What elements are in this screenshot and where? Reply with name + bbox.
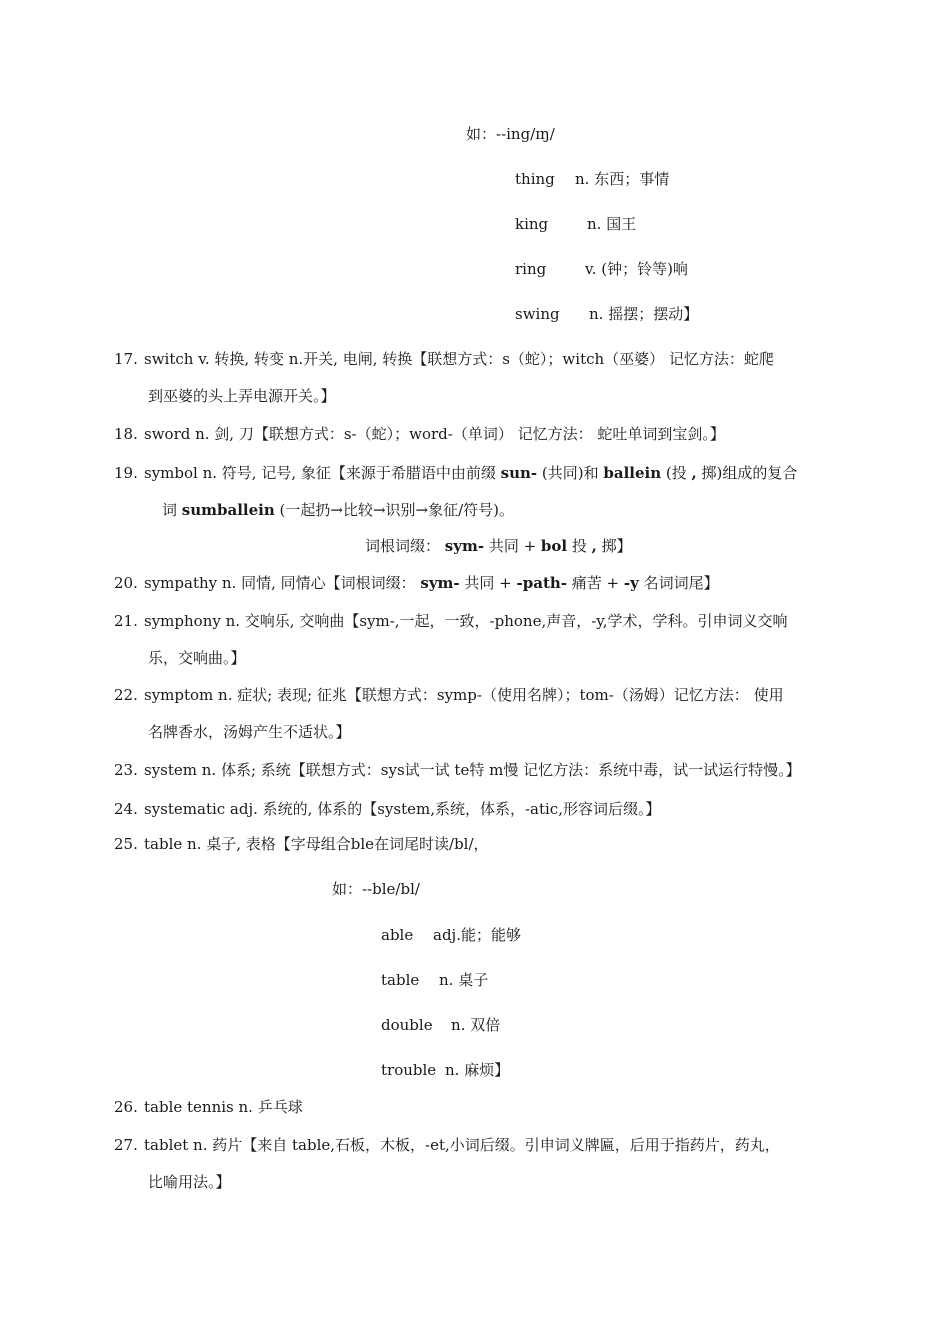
entry-19-continuation: [162, 500, 514, 520]
entry-20: [114, 573, 719, 593]
ble-intro: 如：--ble/bl/: [332, 880, 420, 898]
example-meaning: n. 双倍: [451, 1016, 501, 1034]
example-meaning: n. 国王: [587, 215, 637, 233]
example-word: trouble: [381, 1061, 437, 1079]
suffix-term: -y: [623, 574, 639, 592]
prefix-term: sym-: [444, 537, 485, 555]
entry-text: symbol n. 符号, 记号, 象征【来源于希腊语中由前缀: [144, 464, 501, 482]
example-meaning: n. 桌子: [439, 971, 489, 989]
entry-text: sympathy n. 同情, 同情心【词根词缀：: [144, 574, 421, 592]
entry-19-roots: [365, 536, 632, 556]
example-meaning: n. 麻烦】: [445, 1061, 510, 1079]
entry-number: 17.: [114, 350, 138, 368]
root-term: bol: [540, 537, 568, 555]
entry-number: 18.: [114, 425, 138, 443]
entry-number: 26.: [114, 1098, 138, 1116]
entry-text: table n. 桌子, 表格【字母组合ble在词尾时读/bl/，: [144, 835, 489, 853]
entry-number: 19.: [114, 464, 138, 482]
entry-text: 掷】: [596, 537, 632, 555]
entry-23: [114, 760, 801, 780]
entry-text: symptom n. 症状; 表现; 征兆【联想方式：symp-（使用名牌）；tom-（汤姆）记忆方法： 使用: [144, 686, 784, 704]
example-meaning: v. (钟；铃等)响: [585, 260, 688, 278]
entry-25: [114, 834, 489, 854]
example-meaning: n. 摇摆；摆动】: [589, 305, 699, 323]
root-term: ballein: [603, 464, 662, 482]
entry-text: sword n. 剑, 刀【联想方式：s-（蛇）；word-（单词） 记忆方法： 蛇吐单词到宝剑。】: [144, 425, 725, 443]
entry-18: [114, 424, 725, 444]
entry-17: [114, 349, 774, 369]
entry-21: [114, 611, 788, 631]
entry-number: 27.: [114, 1136, 138, 1154]
entry-text: 共同 +: [484, 537, 541, 555]
example-word: king: [515, 215, 549, 233]
entry-17-continuation: 到巫婆的头上弄电源开关。】: [148, 387, 336, 405]
entry-text: (一起扔→比较→识别→象征/符号)。: [274, 501, 514, 519]
entry-text: symphony n. 交响乐, 交响曲【sym-,一起，一致，-phone,声音，-y,学术，学科。引申词义交响: [144, 612, 788, 630]
entry-text: table tennis n. 乒乓球: [144, 1098, 303, 1116]
example-word: able: [381, 926, 414, 944]
example-word: swing: [515, 305, 560, 323]
entry-22: [114, 685, 784, 705]
entry-number: 21.: [114, 612, 138, 630]
prefix-term: sym-: [420, 574, 460, 592]
entry-24: [114, 799, 660, 819]
entry-text: (投: [661, 464, 692, 482]
comma: ,: [691, 464, 697, 482]
ing-intro: 如：--ing/ɪŋ/: [466, 125, 555, 143]
compound-term: sumballein: [181, 501, 275, 519]
entry-number: 24.: [114, 800, 138, 818]
entry-19: [114, 463, 797, 483]
entry-number: 23.: [114, 761, 138, 779]
entry-text: systematic adj. 系统的, 体系的【system,系统，体系，-atic,形容词后缀。】: [144, 800, 661, 818]
entry-27: [114, 1135, 780, 1155]
entry-text: 投: [567, 537, 592, 555]
entry-number: 20.: [114, 574, 138, 592]
example-word: double: [381, 1016, 433, 1034]
comma: ,: [591, 537, 597, 555]
entry-22-continuation: 名牌香水，汤姆产生不适状。】: [148, 723, 351, 741]
entry-text: 共同 +: [459, 574, 517, 592]
entry-text: (共同)和: [537, 464, 604, 482]
example-meaning: adj.能；能够: [433, 926, 521, 944]
example-word: thing: [515, 170, 555, 188]
root-term: -path-: [516, 574, 568, 592]
entry-text: 痛苦 +: [567, 574, 624, 592]
entry-21-continuation: 乐，交响曲。】: [148, 649, 246, 667]
example-word: ring: [515, 260, 547, 278]
entry-text: system n. 体系; 系统【联想方式：sys试一试 te特 m慢 记忆方法：系统中毒，试一试运行特慢。】: [144, 761, 801, 779]
entry-number: 22.: [114, 686, 138, 704]
entry-27-continuation: 比喻用法。】: [148, 1173, 231, 1191]
entry-text: tablet n. 药片【来自 table,石板，木板，-et,小词后缀。引申词义牌匾，后用于指药片，药丸，: [144, 1136, 780, 1154]
entry-26: [114, 1097, 303, 1117]
entry-text: 词根词缀：: [365, 537, 445, 555]
entry-text: 词: [162, 501, 182, 519]
entry-number: 25.: [114, 835, 138, 853]
entry-text: 名词词尾】: [638, 574, 719, 592]
entry-text: 掷)组成的复合: [696, 464, 798, 482]
entry-text: switch v. 转换, 转变 n.开关, 电闸, 转换【联想方式：s（蛇）；witch（巫婆） 记忆方法：蛇爬: [144, 350, 774, 368]
example-word: table: [381, 971, 420, 989]
example-meaning: n. 东西；事情: [575, 170, 670, 188]
prefix-term: sun-: [500, 464, 538, 482]
